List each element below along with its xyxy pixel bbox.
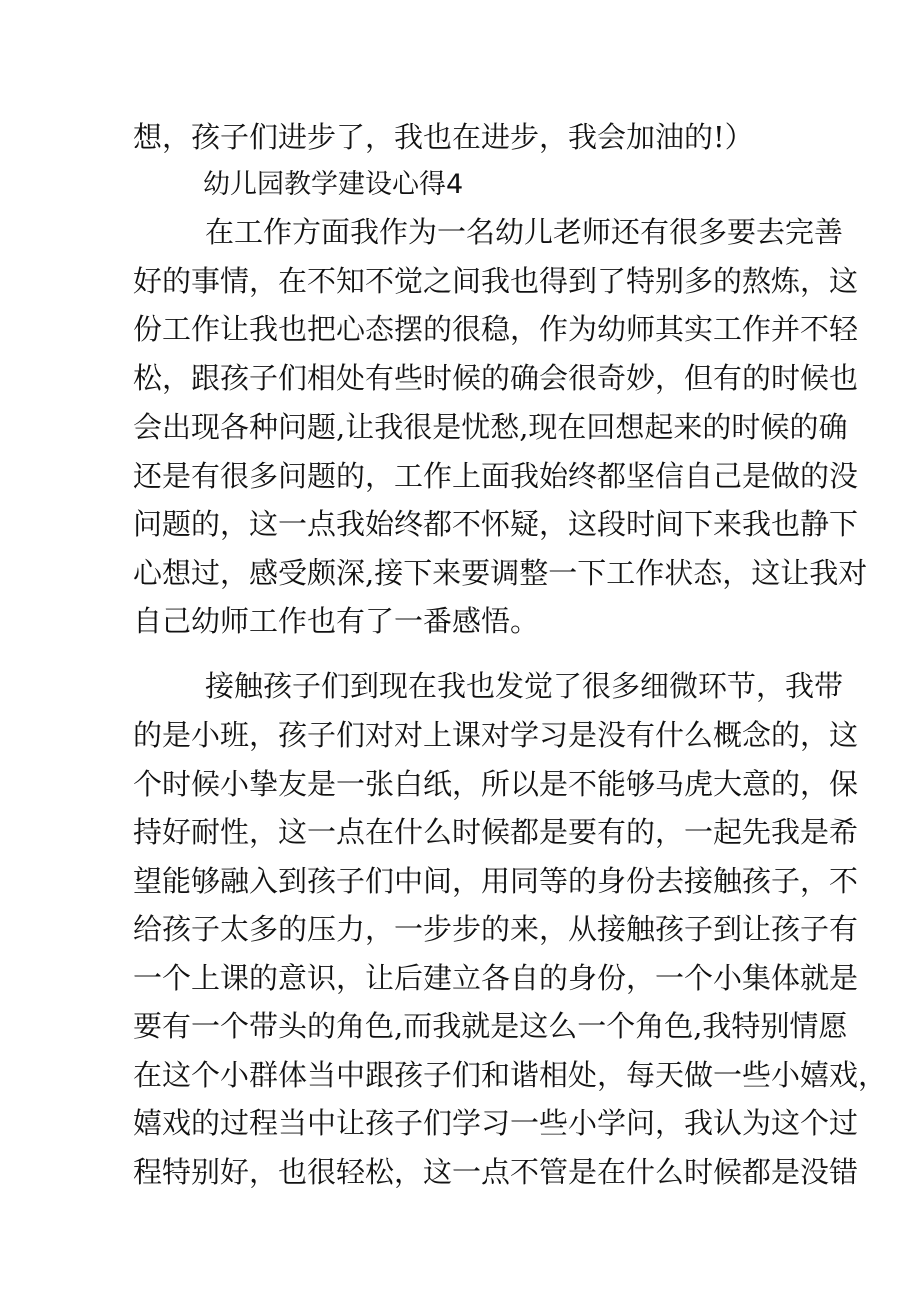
paragraph2-line-9: 在这个小群体当中跟孩子们和谐相处，每天做一些小嬉戏， [133, 1058, 888, 1092]
paragraph2-line-1: 接触孩子们到现在我也发觉了很多细微环节，我带 [205, 669, 844, 703]
paragraph1-line-7: 问题的，这一点我始终都不怀疑，这段时间下来我也静下 [133, 507, 859, 541]
paragraph1-line-6: 还是有很多问题的，工作上面我始终都坚信自己是做的没 [133, 459, 859, 493]
paragraph2-line-3: 个时候小挚友是一张白纸，所以是不能够马虎大意的，保 [133, 767, 859, 801]
paragraph2-line-5: 望能够融入到孩子们中间，用同等的身份去接触孩子，不 [133, 864, 859, 898]
paragraph2-line-11: 程特别好，也很轻松，这一点不管是在什么时候都是没错 [133, 1155, 859, 1189]
paragraph2-line-8: 要有一个带头的角色,而我就是这么一个角色,我特别情愿 [133, 1009, 848, 1043]
paragraph1-line-9: 自己幼师工作也有了一番感悟。 [133, 604, 540, 638]
paragraph1-line-5: 会出现各种问题,让我很是忧愁,现在回想起来的时候的确 [133, 410, 848, 444]
paragraph2-line-10: 嬉戏的过程当中让孩子们学习一些小学问，我认为这个过 [133, 1106, 859, 1140]
paragraph1-line-3: 份工作让我也把心态摆的很稳，作为幼师其实工作并不轻 [133, 312, 859, 346]
section-heading: 幼儿园教学建设心得4 [203, 169, 464, 200]
paragraph2-line-4: 持好耐性，这一点在什么时候都是要有的，一起先我是希 [133, 815, 859, 849]
paragraph1-line-4: 松，跟孩子们相处有些时候的确会很奇妙，但有的时候也 [133, 361, 859, 395]
paragraph2-line-2: 的是小班，孩子们对对上课对学习是没有什么概念的，这 [133, 718, 859, 752]
carry-over-line: 想，孩子们进步了，我也在进步，我会加油的!） [133, 120, 754, 154]
paragraph1-line-2: 好的事情，在不知不觉之间我也得到了特别多的熬炼，这 [133, 264, 859, 298]
paragraph1-line-1: 在工作方面我作为一名幼儿老师还有很多要去完善 [205, 215, 844, 249]
paragraph2-line-7: 一个上课的意识，让后建立各自的身份，一个小集体就是 [133, 961, 859, 995]
paragraph2-line-6: 给孩子太多的压力，一步步的来，从接触孩子到让孩子有 [133, 912, 859, 946]
paragraph1-line-8: 心想过，感受颇深,接下来要调整一下工作状态，这让我对 [133, 556, 868, 590]
